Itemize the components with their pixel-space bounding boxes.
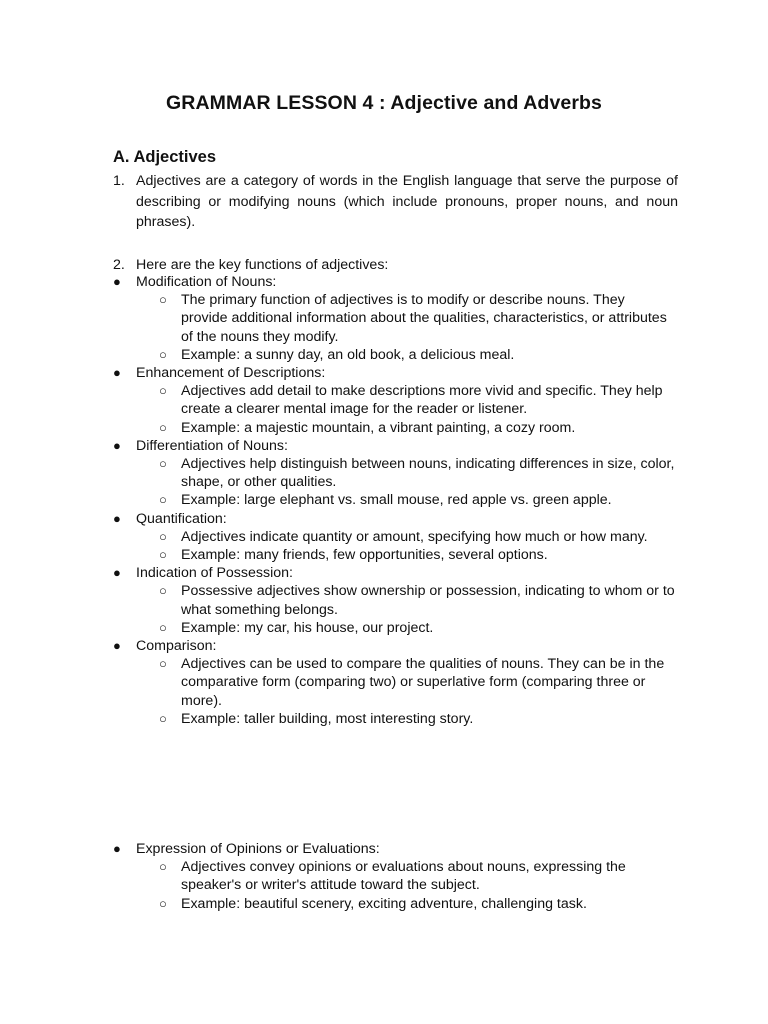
sub-item-text: Adjectives add detail to make descriptions more vivid and specific. They help create a clearer mental image for the reader or listener.: [181, 383, 663, 418]
sub-item-text: Example: taller building, most interesting story.: [181, 710, 474, 727]
sub-item-text: Example: my car, his house, our project.: [181, 619, 434, 636]
functions-list: [113, 273, 693, 728]
bullet-icon: ●: [113, 565, 121, 581]
function-sub-item: [113, 455, 693, 491]
sub-item-text: Possessive adjectives show ownership or possession, indicating to whom or to what something belongs.: [181, 583, 675, 618]
item-text: Adjectives are a category of words in the English language that serve the purpose of describing or modifying nouns (which include pronouns, proper nouns, and noun phrases).: [136, 173, 678, 230]
function-bullet: [113, 364, 693, 382]
function-heading: Quantification:: [136, 510, 227, 527]
function-sub-item: [113, 346, 693, 364]
function-sub-item: [113, 528, 693, 546]
sub-bullet-icon: ○: [159, 710, 167, 726]
section-heading: A. Adjectives: [113, 148, 217, 166]
bullet-icon: ●: [113, 437, 121, 453]
sub-bullet-icon: ○: [159, 547, 167, 563]
sub-item-text: Adjectives indicate quantity or amount, specifying how much or how many.: [181, 528, 648, 545]
function-sub-item: [113, 546, 693, 564]
function-sub-item: [113, 491, 693, 509]
item-text: Here are the key functions of adjectives:: [136, 257, 389, 273]
function-sub-item: [113, 582, 693, 618]
function-sub-item: [113, 895, 693, 913]
function-heading: Enhancement of Descriptions:: [136, 365, 326, 382]
sub-bullet-icon: ○: [159, 346, 167, 362]
sub-item-text: Adjectives help distinguish between nouns, indicating differences in size, color, shape, or other qualities.: [181, 456, 675, 491]
sub-item-text: Example: large elephant vs. small mouse, red apple vs. green apple.: [181, 492, 612, 509]
sub-bullet-icon: ○: [159, 456, 167, 472]
sub-bullet-icon: ○: [159, 528, 167, 544]
sub-bullet-icon: ○: [159, 583, 167, 599]
bullet-icon: ●: [113, 841, 121, 856]
function-bullet: [113, 637, 693, 655]
function-sub-item: [113, 382, 693, 418]
sub-item-text: The primary function of adjectives is to modify or describe nouns. They provide additional information about the qualities, characteristics, or attributes of the nouns they modify.: [181, 292, 667, 345]
function-sub-item: [113, 710, 693, 728]
function-heading: Expression of Opinions or Evaluations:: [136, 841, 380, 857]
function-bullet: [113, 437, 693, 455]
sub-bullet-icon: ○: [159, 656, 167, 672]
sub-item-text: Adjectives convey opinions or evaluations about nouns, expressing the speaker's or writer's attitude toward the subject.: [181, 859, 626, 894]
sub-bullet-icon: ○: [159, 292, 167, 308]
bullet-icon: ●: [113, 510, 121, 526]
sub-item-text: Example: a sunny day, an old book, a delicious meal.: [181, 346, 515, 363]
function-sub-item: [113, 858, 693, 894]
sub-item-text: Example: a majestic mountain, a vibrant painting, a cozy room.: [181, 419, 576, 436]
function-heading: Comparison:: [136, 638, 217, 655]
page-title: GRAMMAR LESSON 4 : Adjective and Adverbs: [166, 92, 602, 114]
sub-item-text: Example: beautiful scenery, exciting adventure, challenging task.: [181, 895, 587, 912]
function-bullet: [113, 273, 693, 291]
function-heading: Differentiation of Nouns:: [136, 437, 288, 454]
bullet-icon: ●: [113, 274, 121, 289]
functions-list-continued: [113, 840, 693, 913]
bullet-icon: ●: [113, 365, 121, 381]
sub-bullet-icon: ○: [159, 895, 167, 911]
function-sub-item: [113, 419, 693, 437]
function-bullet: [113, 840, 693, 858]
function-bullet: [113, 510, 693, 528]
sub-bullet-icon: ○: [159, 619, 167, 635]
item-number: 1.: [113, 173, 125, 189]
sub-item-text: Adjectives can be used to compare the qualities of nouns. They can be in the comparative form (comparing two) or superlative form (comparing three or more).: [181, 656, 665, 709]
sub-bullet-icon: ○: [159, 492, 167, 508]
sub-bullet-icon: ○: [159, 419, 167, 435]
sub-item-text: Example: many friends, few opportunities, several options.: [181, 547, 548, 564]
function-sub-item: [113, 291, 693, 346]
sub-bullet-icon: ○: [159, 383, 167, 399]
bullet-icon: ●: [113, 638, 121, 654]
function-bullet: [113, 564, 693, 582]
function-heading: Indication of Possession:: [136, 565, 293, 582]
function-sub-item: [113, 655, 693, 710]
sub-bullet-icon: ○: [159, 859, 167, 875]
item-number: 2.: [113, 257, 125, 273]
function-heading: Modification of Nouns:: [136, 274, 277, 290]
function-sub-item: [113, 619, 693, 637]
